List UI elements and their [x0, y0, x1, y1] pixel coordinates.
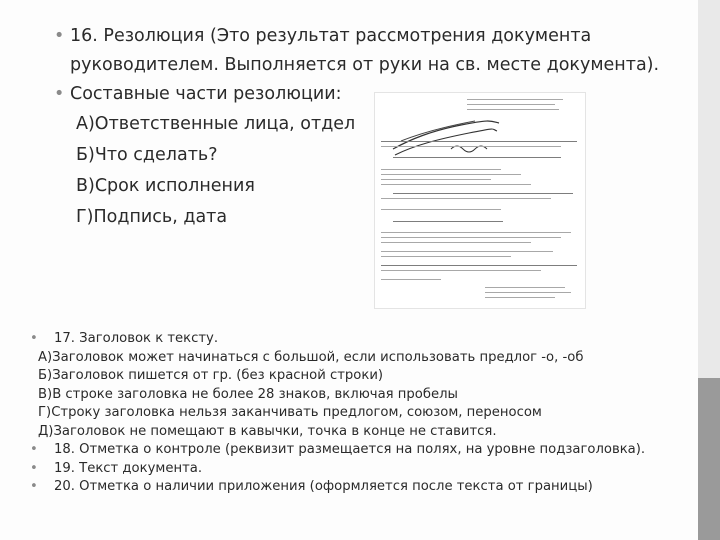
sub-item-17-b: Б)Заголовок пишется от гр. (без красной строки): [38, 368, 384, 383]
bullet-text: 20. Отметка о наличии приложения (оформляется после текста от границы): [54, 479, 593, 494]
sub-item-responsible: А)Ответственные лица, отдел: [76, 114, 356, 134]
bullet-dot-icon: •: [30, 331, 38, 346]
sub-item-17-d: Г)Строку заголовка нельзя заканчивать предлогом, союзом, переносом: [38, 405, 542, 420]
bullet-dot-icon: •: [30, 442, 38, 457]
sub-item-17-e: Д)Заголовок не помещают в кавычки, точка в конце не ставится.: [38, 423, 497, 439]
resolution-document-image: [374, 92, 586, 309]
sub-item-deadline: В)Срок исполнения: [76, 176, 255, 196]
bullet-text: 16. Резолюция (Это результат рассмотрения документа: [70, 26, 592, 46]
bullet-item-20: [30, 478, 690, 497]
heading-and-requisites-section: [30, 330, 690, 497]
bullet-dot-icon: •: [54, 84, 65, 104]
handwritten-resolution-icon: [391, 119, 501, 157]
bullet-text: 18. Отметка о контроле (реквизит размещается на полях, на уровне подзаголовка).: [54, 442, 646, 457]
bullet-item-16-continuation: руководителем. Выполняется от руки на св. месте документа).: [70, 55, 660, 75]
bullet-item-19: [30, 460, 690, 479]
bullet-text: 19. Текст документа.: [54, 460, 203, 476]
sub-item-what-to-do: Б)Что сделать?: [76, 145, 218, 165]
bullet-dot-icon: •: [54, 26, 65, 46]
side-decoration-bar-dark: [698, 378, 720, 540]
bullet-dot-icon: •: [30, 460, 38, 476]
bullet-item-16: [54, 22, 674, 51]
sub-item-17-c: В)В строке заголовка не более 28 знаков, включая пробелы: [38, 386, 458, 402]
bullet-item-17: [30, 330, 690, 349]
sub-item-signature-date: Г)Подпись, дата: [76, 207, 228, 227]
bullet-item-18: [30, 441, 690, 460]
bullet-text: 17. Заголовок к тексту.: [54, 331, 219, 346]
bullet-dot-icon: •: [30, 479, 38, 494]
bullet-text: Составные части резолюции:: [70, 84, 342, 104]
sub-item-17-a: А)Заголовок может начинаться с большой, если использовать предлог -о, -об: [38, 349, 584, 365]
